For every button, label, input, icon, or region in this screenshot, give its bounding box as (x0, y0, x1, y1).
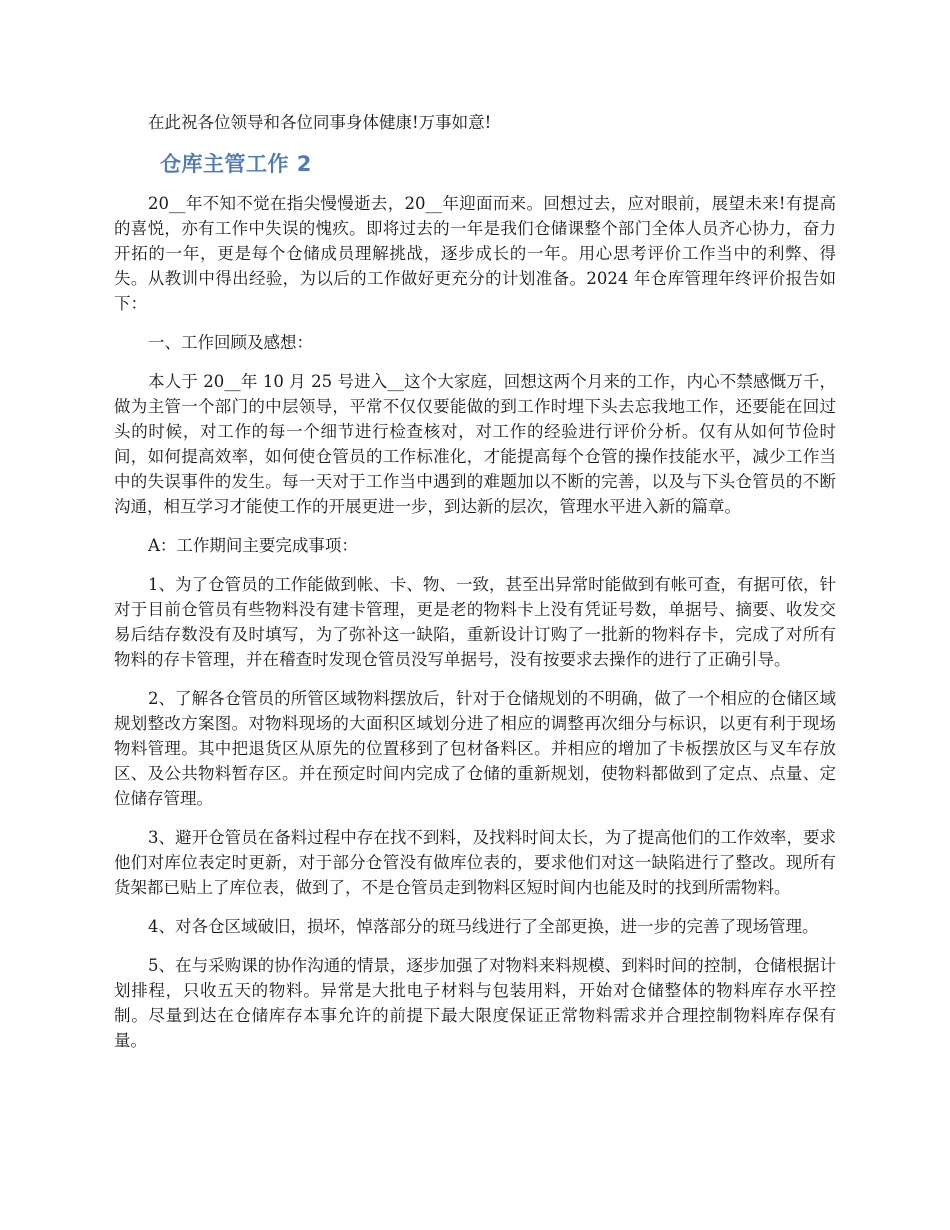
section-title: 仓库主管工作 2 (160, 152, 312, 176)
paragraph-item-3: 3、避开仓管员在备料过程中存在找不到料，及找料时间太长，为了提高他们的工作效率，要求他们对库位表定时更新，对于部分仓管没有做库位表的，要求他们对这一缺陷进行了整改。现所有货架都已贴上了库位表，做到了，不是仓管员走到物料区短时间内也能及时的找到所需物料。 (114, 828, 836, 897)
closing-line: 在此祝各位领导和各位同事身体健康!万事如意! (148, 113, 492, 132)
paragraph-review: 本人于 20__年 10 月 25 号进入__这个大家庭，回想这两个月来的工作，内心不禁感慨万千，做为主管一个部门的中层领导，平常不仅仅要能做的到工作时埋下头去忘我地工作，还要能在回过头的时候，对工作的每一个细节进行检查核对，对工作的经验进行评价分析。仅有从如何节俭时间，如何提高效率，如何使仓管员的工作标准化，才能提高每个仓管的操作技能水平，减少工作当中的失误事件的发生。每一天对于工作当中遇到的难题加以不断的完善，以及与下头仓管员的不断沟通，相互学习才能使工作的开展更进一步，到达新的层次，管理水平进入新的篇章。 (114, 372, 836, 516)
heading-completed-items: A：工作期间主要完成事项： (148, 536, 358, 555)
paragraph-intro: 20__年不知不觉在指尖慢慢逝去，20__年迎面而来。回想过去，应对眼前，展望未来!有提高的喜悦，亦有工作中失误的愧疚。即将过去的一年是我们仓储课整个部门全体人员齐心协力，奋力开拓的一年，更是每个仓储成员理解挑战，逐步成长的一年。用心思考评价工作当中的利弊、得失。从教训中得出经验，为以后的工作做好更充分的计划准备。2024 年仓库管理年终评价报告如下： (114, 194, 836, 313)
heading-review: 一、工作回顾及感想： (148, 333, 313, 352)
paragraph-item-4: 4、对各仓区域破旧，损坏，悼落部分的斑马线进行了全部更换，进一步的完善了现场管理。 (148, 917, 819, 936)
paragraph-item-2: 2、了解各仓管员的所管区域物料摆放后，针对于仓储规划的不明确，做了一个相应的仓储区域规划整改方案图。对物料现场的大面积区域划分进了相应的调整再次细分与标识，以更有利于现场物料管理。其中把退货区从原先的位置移到了包材备料区。并相应的增加了卡板摆放区与叉车存放区、及公共物料暂存区。并在预定时间内完成了仓储的重新规划，使物料都做到了定点、点量、定位储存管理。 (114, 689, 836, 808)
paragraph-item-5: 5、在与采购课的协作沟通的情景，逐步加强了对物料来料规模、到料时间的控制，仓储根据计划排程，只收五天的物料。异常是大批电子材料与包装用料，开始对仓储整体的物料库存水平控制。尽量到达在仓储库存本事允许的前提下最大限度保证正常物料需求并合理控制物料库存保有量。 (114, 956, 836, 1050)
paragraph-item-1: 1、为了仓管员的工作能做到帐、卡、物、一致，甚至出异常时能做到有帐可查，有据可依，针对于目前仓管员有些物料没有建卡管理，更是老的物料卡上没有凭证号数，单据号、摘要、收发交易后结存数没有及时填写，为了弥补这一缺陷，重新设计订购了一批新的物料存卡，完成了对所有物料的存卡管理，并在稽查时发现仓管员没写单据号，没有按要求去操作的进行了正确引导。 (114, 575, 836, 669)
